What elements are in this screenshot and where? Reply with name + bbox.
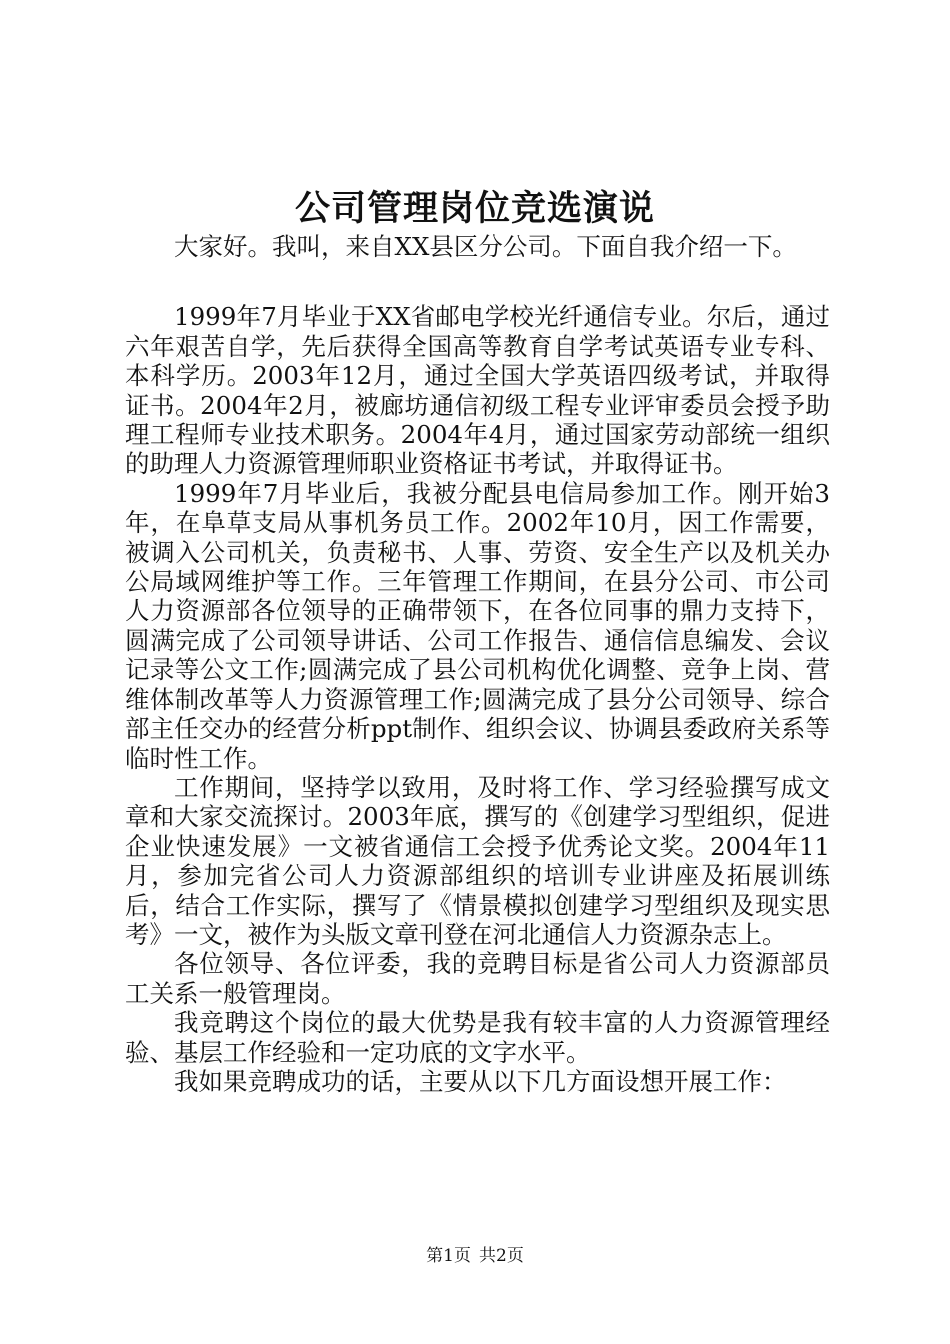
paragraph-advantage: 我竞聘这个岗位的最大优势是我有较丰富的人力资源管理经验、基层工作经验和一定功底的文字水平。: [125, 1008, 830, 1067]
paragraph-plan: 我如果竞聘成功的话，主要从以下几方面设想开展工作：: [174, 1066, 787, 1096]
paragraph-target: 各位领导、各位评委，我的竞聘目标是省公司人力资源部员工关系一般管理岗。: [125, 949, 830, 1008]
paragraph-education: 1999年7月毕业于XX省邮电学校光纤通信专业。尔后，通过六年艰苦自学，先后获得全国高等教育自学考试英语专业专科、本科学历。2003年12月，通过全国大学英语四级考试，并取得证书。2004年2月，被廊坊通信初级工程专业评审委员会授予助理工程师专业技术职务。2004年4月，通过国家劳动部统一组织的助理人力资源管理师职业资格证书考试，并取得证书。: [125, 302, 830, 479]
page-number: 第1页: [426, 1246, 471, 1266]
document-body: [125, 232, 830, 1096]
paragraph-intro: 大家好。我叫，来自XX县区分公司。下面自我介绍一下。: [174, 232, 797, 261]
document-title: 公司管理岗位竞选演说: [294, 188, 655, 229]
page-footer: [0, 1244, 950, 1268]
page-total: 共2页: [479, 1246, 524, 1266]
paragraph-work-history: 1999年7月毕业后，我被分配县电信局参加工作。刚开始3年，在阜草支局从事机务员工作。2002年10月，因工作需要，被调入公司机关，负责秘书、人事、劳资、安全生产以及机关办公局域网维护等工作。三年管理工作期间，在县分公司、市公司人力资源部各位领导的正确带领下，在各位同事的鼎力支持下，圆满完成了公司领导讲话、公司工作报告、通信信息编发、会议记录等公文工作;圆满完成了县公司机构优化调整、竞争上岗、营维体制改革等人力资源管理工作;圆满完成了县分公司领导、综合部主任交办的经营分析ppt制作、组织会议、协调县委政府关系等临时性工作。: [125, 478, 830, 773]
paragraph-writing: 工作期间，坚持学以致用，及时将工作、学习经验撰写成文章和大家交流探讨。2003年底，撰写的《创建学习型组织，促进企业快速发展》一文被省通信工会授予优秀论文奖。2004年11月，参加完省公司人力资源部组织的培训专业讲座及拓展训练后，结合工作实际，撰写了《情景模拟创建学习型组织及现实思考》一文，被作为头版文章刊登在河北通信人力资源杂志上。: [125, 772, 830, 949]
